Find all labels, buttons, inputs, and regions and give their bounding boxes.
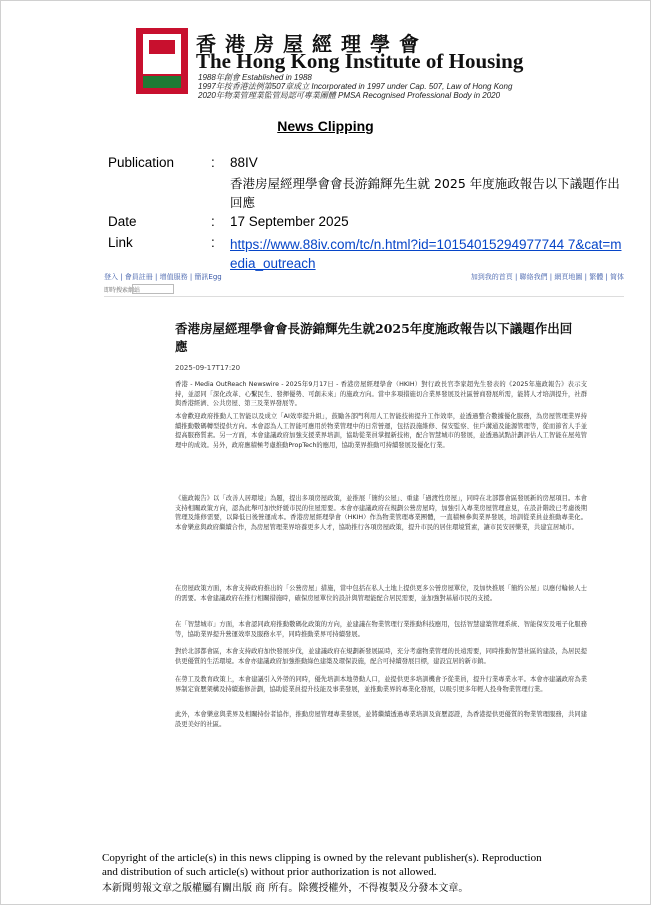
site-nav-left[interactable]: 登入 | 會員註冊 | 增值服務 | 簡訊Egg bbox=[104, 273, 222, 281]
org-name-en: The Hong Kong Institute of Housing bbox=[196, 49, 524, 73]
clip-paragraph: 本會歡迎政府推動人工智能以及成立「AI效率提升組」，鼓勵各部門利用人工智能技術提升工作效率，並透過整合數據優化服務，為房屋管理業界持續推動數碼轉型提供方向。本會認為人工智能可應用於物業管理中的日常營運，包括設施維修、保安監察、住戶溝通及能源管理等，從而節省人手並提高服務質素。另一方面，本會建議政府加強支援業界培訓，協助從業員掌握新技術，配合智慧城市的發展，並透過試點計劃評估人工智能在屋苑管理中的成效。另外，政府應積極考慮推動PropTech的應用，協助業界推動可持續發展及優化行業。 bbox=[175, 413, 587, 449]
date-value: 17 September 2025 bbox=[230, 214, 349, 229]
article-headline: 香港房屋經理學會會長游錦輝先生就 2025 年度施政報告以下議題作出回應 bbox=[230, 176, 620, 210]
copyright-notice-zh: 本新聞剪報文章之版權屬有關出版 商 所有。除獲授權外，不得複製及分發本文章。 bbox=[102, 883, 469, 894]
site-nav-right[interactable]: 加到我的首頁 | 聯絡我們 | 網頁地圖 | 繁體 | 简体 bbox=[470, 273, 624, 281]
publication-label: Publication bbox=[108, 155, 175, 170]
link-label: Link bbox=[108, 235, 133, 250]
clip-paragraph: 此外，本會樂意與業界及相關持份者協作，推動房屋管理專業發展，並將繼續透過專業培訓及資歷認證，為香港提供更優質的物業管理服務，共同建設更美好的社區。 bbox=[175, 711, 587, 728]
clip-paragraph: 對於北部都會區，本會支持政府加快發展步伐，並建議政府在規劃新發展區時，充分考慮物業管理的長遠需要，同時推動智慧社區的建設，為居民提供更優質的生活環境。本會亦建議政府加強推動綠色建築及環保設施，配合可持續發展目標，建設宜居的新市鎮。 bbox=[175, 648, 587, 665]
publication-colon: : bbox=[211, 155, 215, 170]
logo-green-bar bbox=[143, 76, 181, 88]
org-incorporated: 1997年按香港法例第507章成立 Incorporated in 1997 under Cap. 507, Law of Hong Kong bbox=[198, 82, 513, 91]
site-divider bbox=[104, 296, 624, 297]
org-founded: 1988年創會 Established in 1988 bbox=[198, 73, 312, 82]
clip-article-title: 香港房屋經理學會會長游錦輝先生就2025年度施政報告以下議題作出回應 bbox=[175, 321, 573, 354]
date-label: Date bbox=[108, 214, 137, 229]
article-screenshot bbox=[104, 272, 624, 727]
clip-paragraph: 在「智慧城市」方面，本會認同政府推動數碼化政策的方向，並建議在物業管理行業推動科技應用，包括智慧建築管理系統、智能保安及電子化服務等，協助業界提升營運效率及服務水平，同時推動業界可持續發展。 bbox=[175, 621, 587, 638]
logo-house-shape bbox=[143, 34, 181, 74]
clip-paragraph: 《施政報告》以「改善人居環境」為題，提出多項房屋政策，並推展「簡約公屋」、重建「過渡性房屋」，同時在北部都會區發展新的房屋項目。本會支持相關政策方向，認為此舉可加快紓緩市民的住屋需要。本會亦建議政府在規劃公營房屋時，加強引入專業房屋管理意見，在設計階段已考慮後期管理及維修需要，以降低日後營運成本。香港房屋經理學會（HKIH）作為物業管理專業團體，一直積極參與業界發展，培訓從業員並推動專業化。本會樂意與政府繼續合作，為房屋管理業界培養更多人才，協助推行各項房屋政策，提升市民的居住環境質素，讓市民安居樂業，共建宜居城市。 bbox=[175, 495, 587, 531]
link-colon: : bbox=[211, 235, 215, 250]
publication-value: 88IV bbox=[230, 155, 258, 170]
clip-paragraph: 在勞工及教育政策上，本會建議引入外勞的同時，優先培訓本地勞動人口，並提供更多培訓機會予從業員，提升行業專業水平。本會亦建議政府為業界制定資歷架構及持續進修計劃，協助從業員提升技能及事業發展，並推動業界的專業化發展，以吸引更多年輕人投身物業管理行業。 bbox=[175, 676, 587, 693]
copyright-notice-en: Copyright of the article(s) in this news clipping is owned by the relevant publisher(s). Reproduction and distribution of such article(s) without prior authorization is not allowed. bbox=[102, 852, 542, 878]
org-name-zh: 香港房屋經理學會 bbox=[196, 32, 428, 56]
hkih-logo bbox=[136, 28, 188, 94]
org-recognised: 2020年物業管理業監管局認可專業團體 PMSA Recognised Professional Body in 2020 bbox=[198, 91, 501, 100]
date-colon: : bbox=[211, 214, 215, 229]
site-search-label: 即時搜索網站 bbox=[104, 287, 141, 294]
clip-paragraph: 在房屋政策方面，本會支持政府推出的「公營房屋」措施，當中包括在私人土地上提供更多公營房屋單位，及加快推展「簡約公屋」以應付輪候人士的需要。本會建議政府在推行相關措施時，確保房屋單位的設計與管理能配合居民需要，並加強對基層市民的支援。 bbox=[175, 585, 587, 602]
logo-house-window bbox=[149, 40, 175, 54]
article-link[interactable]: https://www.88iv.com/tc/n.html?id=10154015294977744 7&cat=media_outreach bbox=[230, 237, 622, 271]
site-search-input[interactable] bbox=[132, 284, 174, 294]
page-title: News Clipping bbox=[277, 118, 374, 134]
clip-paragraph: 香港 - Media OutReach Newswire - 2025年9月17日 - 香港房屋經理學會（HKIH）對行政長官李家超先生發表的《2025年施政報告》表示支持，並認同「深化改革、心繫民生、發揮優勢、可創未來」的施政方向。當中多項措施切合業界發展及社區營商發展所需，能將人才培訓提升，社群與香港經濟、公共房屋、第三及業界發展等。 bbox=[175, 381, 587, 408]
clip-article-date: 2025-09-17T17:20 bbox=[175, 364, 241, 372]
